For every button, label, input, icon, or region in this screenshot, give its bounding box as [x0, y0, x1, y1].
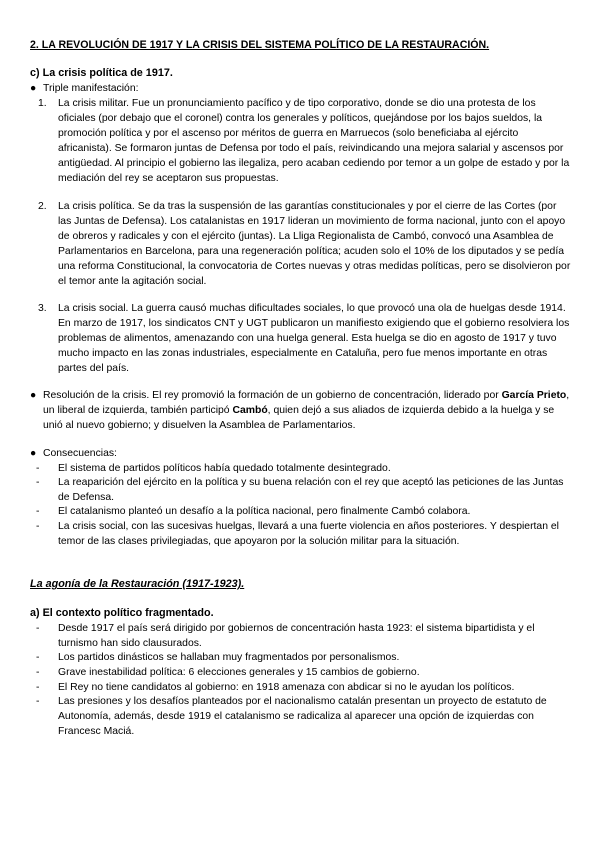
dash-marker: -: [36, 477, 40, 488]
consequence-text: El sistema de partidos políticos había quedado totalmente desintegrado.: [58, 463, 391, 474]
agonia-item-text: Los partidos dinásticos se hallaban muy fragmentados por personalismos.: [58, 652, 400, 663]
resolution-part3: , quien dejó a sus aliados de izquierda debido a la huelga y se unió al nuevo gobierno; y disuelven la Asamblea de Parlamentarios.: [43, 405, 555, 431]
dash-marker: -: [36, 506, 40, 517]
garcia-prieto: García Prieto: [501, 390, 567, 401]
consequence-text: El catalanismo planteó un desafío a la política nacional, pero finalmente Cambó colabora.: [58, 506, 471, 517]
section-title: 2. LA REVOLUCIÓN DE 1917 Y LA CRISIS DEL SISTEMA POLÍTICO DE LA RESTAURACIÓN.: [30, 39, 490, 51]
dash-marker: -: [36, 623, 40, 634]
crisis-social-text: La crisis social. La guerra causó muchas dificultades sociales, lo que provocó una ola de huelgas desde 1914. En marzo de 1917, los sindicatos CNT y UGT publicaron un manifiesto exigiendo que el gobierno resolviera los problemas de alimentos, amenazando con una huelga general. Esta huelga se dio en agosto de 1917 y tuvo mucho impacto en las zonas industriales, especialmente en Cataluña, pero fue menos importante en otras partes del país.: [58, 303, 570, 374]
consequences-label: Consecuencias:: [43, 448, 117, 459]
consequence-text: La crisis social, con las sucesivas huelgas, llevará a una fuerte violencia en años posteriores. Y despiertan el temor de las clases privilegiadas, que apoyaron por la solución militar para la situación.: [58, 521, 559, 547]
resolution-part1: Resolución de la crisis. El rey promovió la formación de un gobierno de concentración, liderado por: [43, 390, 502, 401]
bullet-icon: ●: [30, 83, 37, 94]
agonia-subheading: a) El contexto político fragmentado.: [30, 607, 214, 619]
item-number: 1.: [38, 98, 47, 109]
agonia-item-text: Desde 1917 el país será dirigido por gobiernos de concentración hasta 1923: el sistema bipartidista y el turnismo han sido clausurados.: [58, 623, 535, 649]
agonia-item-text: Las presiones y los desafíos planteados por el nacionalismo catalán presentan un proyecto de estatuto de Autonomía, además, desde 1919 el catalanismo se radicaliza al aparecer una opción de izquierdas con Francesc Maciá.: [58, 696, 547, 737]
item-number: 3.: [38, 303, 47, 314]
dash-marker: -: [36, 463, 40, 474]
agonia-heading: La agonía de la Restauración (1917-1923).: [30, 578, 245, 590]
crisis-militar-text: La crisis militar. Fue un pronunciamiento pacífico y de tipo corporativo, donde se dio una protesta de los oficiales (por debajo que el coronel) contra los generales y políticos, quejándose por los bajos sueldos, la promoción política y por el ascenso por méritos de guerra en Marruecos (solo beneficiaba al ejército africanista). Se formaron juntas de Defensa por todo el país, reivindicando una mejora salarial y ascensos por antigüedad. Al principio el gobierno las ilegaliza, pero acaban cediendo por temor a un golpe de estado y por la mediación del rey se aceptaron sus propuestas.: [58, 98, 570, 184]
dash-marker: -: [36, 521, 40, 532]
bullet-icon: ●: [30, 448, 37, 459]
resolution-text: [43, 388, 572, 433]
bullet-icon: ●: [30, 390, 37, 401]
crisis-politica-text: La crisis política. Se da tras la suspensión de las garantías constitucionales y por el cierre de las Cortes (por las Juntas de Defensa). Los catalanistas en 1917 lideran un movimiento de forma nacional, junto con el apoyo de obreros y radicales y con el ejército (juntas). La Lliga Regionalista de Cambó, convocó una Asamblea de Parlamentarios en Barcelona, para una regeneración política; acuden solo el 10% de los diputados y se pedía una reforma Constitucional, la convocatoria de Cortes nuevas y otras medidas políticas, pero se disolvieron por el temor ante la agitación social.: [58, 201, 571, 287]
dash-marker: -: [36, 652, 40, 663]
dash-marker: -: [36, 682, 40, 693]
item-number: 2.: [38, 201, 47, 212]
agonia-item-text: Grave inestabilidad política: 6 elecciones generales y 15 cambios de gobierno.: [58, 667, 420, 678]
agonia-item-text: El Rey no tiene candidatos al gobierno: en 1918 amenaza con abdicar si no le ayudan los políticos.: [58, 682, 515, 693]
intro-text: Triple manifestación:: [43, 83, 139, 94]
crisis-heading: c) La crisis política de 1917.: [30, 67, 173, 79]
dash-marker: -: [36, 667, 40, 678]
dash-marker: -: [36, 696, 40, 707]
resolution-part2: , un liberal de izquierda, también participó: [43, 390, 570, 416]
cambo: Cambó: [232, 405, 268, 416]
consequence-text: La reaparición del ejército en la política y su buena relación con el rey que aceptó las peticiones de las Juntas de Defensa.: [58, 477, 564, 503]
